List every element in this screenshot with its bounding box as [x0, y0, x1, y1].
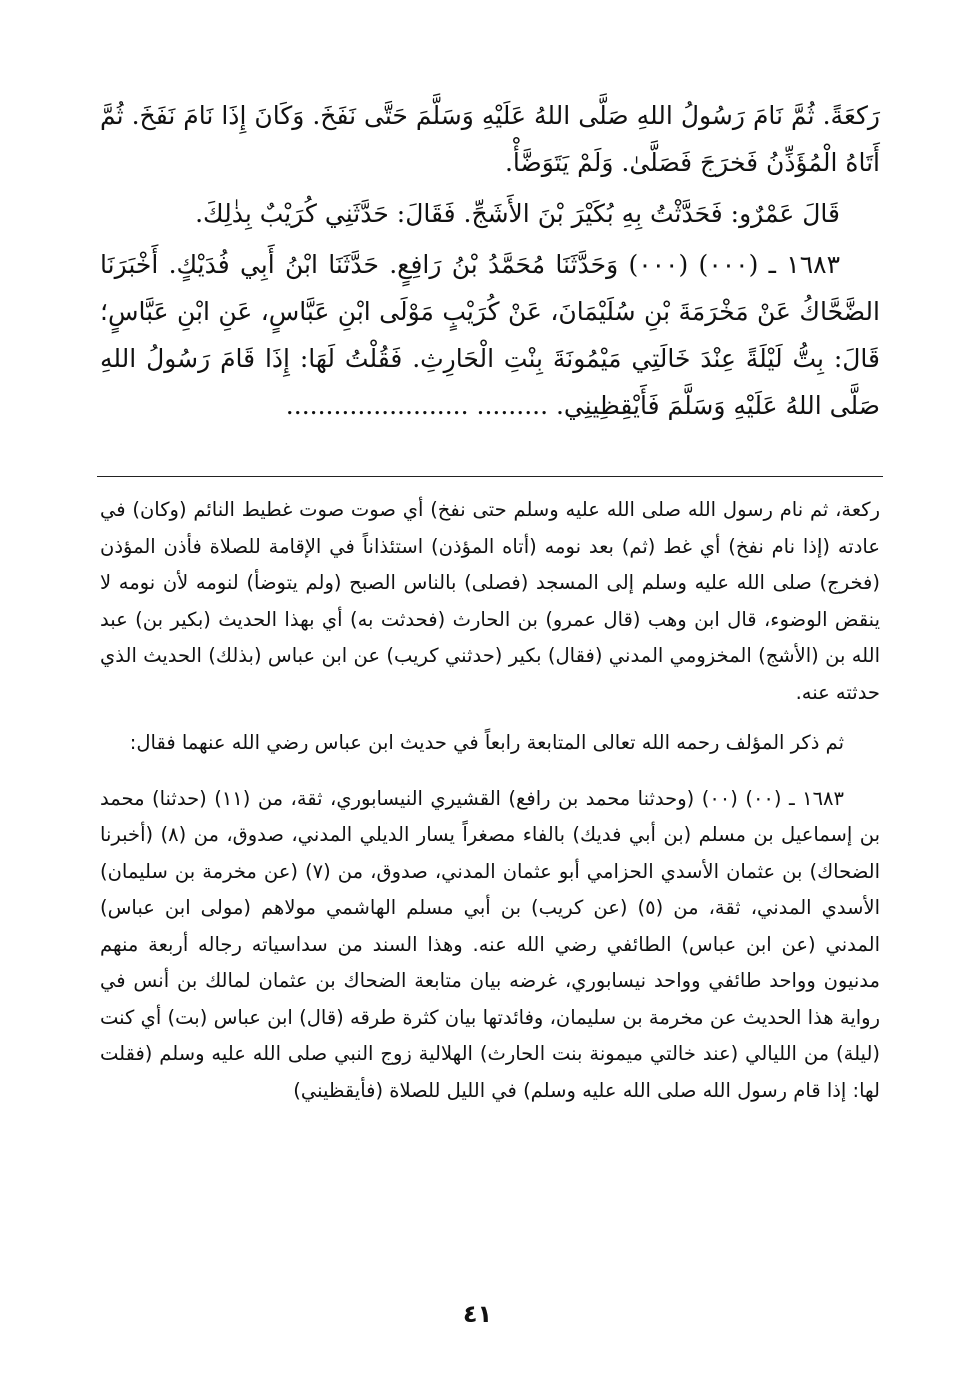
page-number: ٤١	[462, 1300, 493, 1328]
hadith-text-paragraph-1: رَكعَةً. ثُمَّ نَامَ رَسُولُ اللهِ صَلَّى اللهُ عَلَيْهِ وَسَلَّمَ حَتَّى نَفَخَ. وَكَانَ إِذَا نَامَ نَفَخَ. ثُمَّ أَتَاهُ الْمُؤَذِّنُ فَخرَجَ فَصَلَّىٰ. وَلَمْ يَتَوَضَّأْ.	[100, 101, 880, 177]
commentary-block	[100, 492, 880, 1109]
hadith-text-paragraph-2: قَالَ عَمْرٌو: فَحَدَّثْتُ بِهِ بُكَيْرَ بْنَ الأَشَجِّ. فَقَالَ: حَدَّثَنِي كُرَيْبٌ بِذٰلِكَ.	[195, 199, 840, 228]
hadith-text-paragraph-3: ١٦٨٣ ـ (٠٠٠) (٠٠٠) وَحَدَّثَنَا مُحَمَّدُ بْنُ رَافِعٍ. حَدَّثَنَا ابْنُ أَبِي فُدَيْكٍ. أَخْبَرَنَا الضَّحَّاكُ عَنْ مَخْرَمَةَ بْنِ سُلَيْمَانَ، عَنْ كُرَيْبٍ مَوْلَى ابْنِ عَبَّاسٍ، عَنِ ابْنِ عَبَّاسٍ؛ قَالَ: بِتُّ لَيْلَةً عِنْدَ خَالَتِي مَيْمُونَةَ بِنْتِ الْحَارِثِ. فَقُلْتُ لَهَا: إِذَا قَامَ رَسُولُ اللهِ صَلَّى اللهُ عَلَيْهِ وَسَلَّمَ فَأَيْقِظِينِي. ......... .......................	[100, 250, 880, 420]
commentary-paragraph-2: ثم ذكر المؤلف رحمه الله تعالى المتابعة رابعاً في حديث ابن عباس رضي الله عنهما فقال:	[129, 731, 844, 754]
commentary-paragraph-3: ١٦٨٣ ـ (٠٠) (٠٠) (وحدثنا محمد بن رافع) القشيري النيسابوري، ثقة، من (١١) (حدثنا) محمد بن إسماعيل بن مسلم (بن أبي فديك) بالفاء مصغراً يسار الديلي المدني، صدوق، من (٨) (أخبرنا الضحاك) بن عثمان الأسدي الحزامي أبو عثمان المدني، صدوق، من (٧) (عن مخرمة بن سليمان) الأسدي المدني، ثقة، من (٥) (عن كريب) بن أبي مسلم الهاشمي مولاهم (مولى ابن عباس) المدني (عن ابن عباس) الطائفي رضي الله عنه. وهذا السند من سداسياته رجاله أربعة منهم مدنيون وواحد طائفي وواحد نيسابوري، غرضه بيان متابعة الضحاك بن عثمان لمالك بن أنس في رواية هذا الحديث عن مخرمة بن سليمان، وفائدتها بيان كثرة طرقه (قال) ابن عباس (بت) أي كنت (ليلة) من الليالي (عند خالتي ميمونة بنت الحارث) الهلالية زوج النبي صلى الله عليه وسلم (فقلت لها: إذا قام رسول الله صلى الله عليه وسلم) في الليل للصلاة (فأيقظيني)	[100, 786, 880, 1102]
footnote-divider	[97, 476, 883, 477]
hadith-text-block	[100, 92, 880, 429]
commentary-paragraph-1: ركعة، ثم نام رسول الله صلى الله عليه وسلم حتى نفخ) أي صوت صوت غطيط النائم (وكان) في عادته (إذا نام نفخ) أي غط (ثم) بعد نومه (أتاه المؤذن) استئذاناً في الإقامة للصلاة فأذن المؤذن (فخرج) صلى الله عليه وسلم إلى المسجد (فصلى) بالناس الصبح (ولم يتوضأ) لنومه لأن نومه لا ينقض الوضوء، قال ابن وهب (قال عمرو) بن الحارث (فحدثت به) أي بهذا الحديث (بكير بن) عبد الله بن (الأشج) المخزومي المدني (فقال) بكير (حدثني كريب) عن ابن عباس (بذلك) الحديث الذي حدثته عنه.	[100, 498, 880, 704]
